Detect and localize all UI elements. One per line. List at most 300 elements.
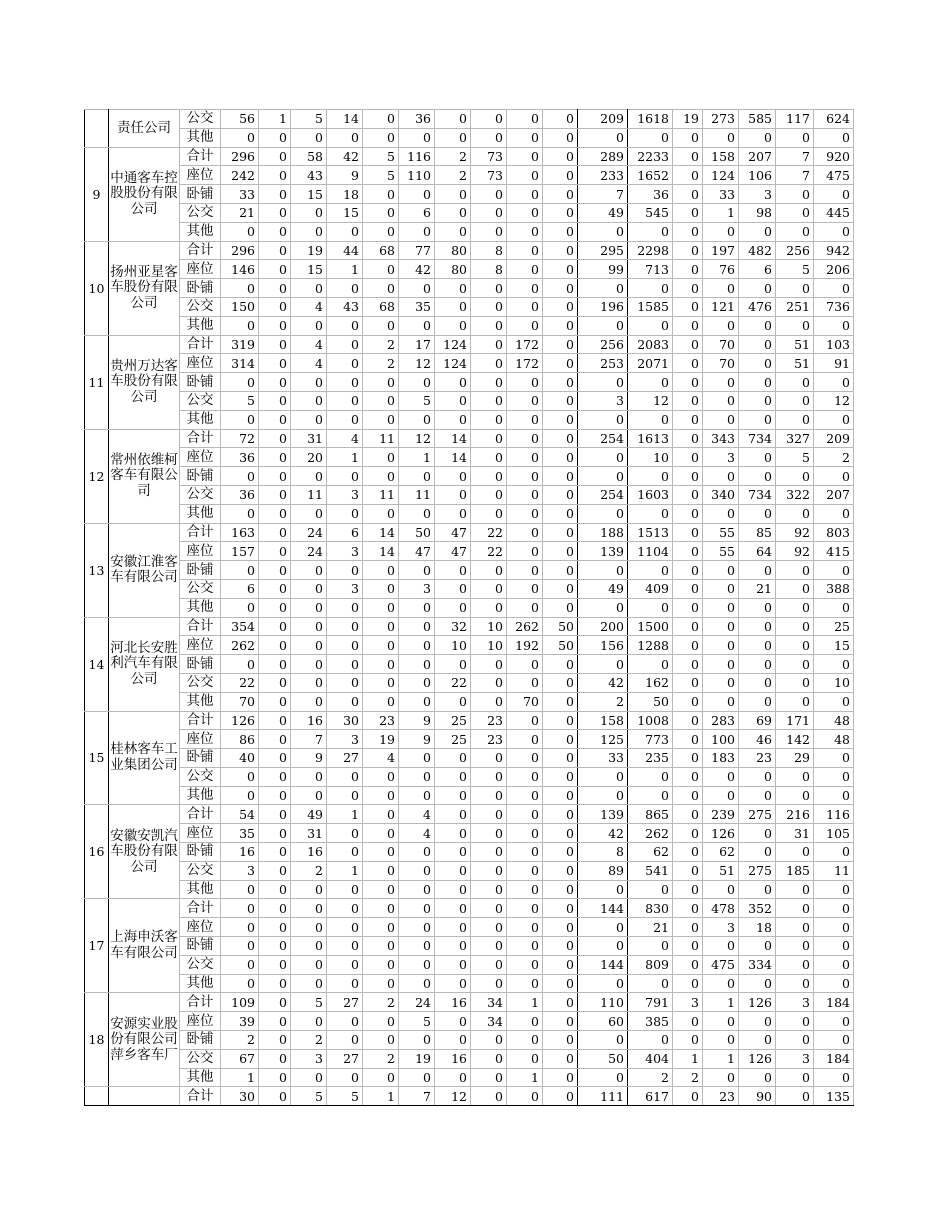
- table-row: [85, 1031, 854, 1050]
- value-cell: 0: [471, 767, 507, 786]
- value-cell: 206: [814, 260, 854, 279]
- value-cell: 25: [435, 711, 471, 730]
- value-cell: 23: [471, 730, 507, 749]
- value-cell: 0: [543, 166, 578, 185]
- value-cell: 172: [507, 354, 543, 373]
- value-cell: 34: [471, 993, 507, 1012]
- value-cell: 209: [578, 110, 628, 129]
- value-cell: 0: [739, 937, 776, 956]
- value-cell: 5: [776, 448, 814, 467]
- value-cell: 39: [221, 1012, 259, 1031]
- value-cell: 0: [507, 955, 543, 974]
- table-row: [85, 711, 854, 730]
- value-cell: 0: [628, 598, 673, 617]
- value-cell: 5: [221, 391, 259, 410]
- value-cell: 1: [703, 993, 739, 1012]
- value-cell: 0: [673, 636, 703, 655]
- value-cell: 256: [776, 241, 814, 260]
- value-cell: 0: [703, 128, 739, 147]
- value-cell: 254: [578, 485, 628, 504]
- table-row: [85, 673, 854, 692]
- value-cell: 404: [628, 1049, 673, 1068]
- value-cell: 4: [399, 805, 435, 824]
- value-cell: 2: [221, 1031, 259, 1050]
- value-cell: 0: [221, 467, 259, 486]
- value-cell: 10: [471, 617, 507, 636]
- value-cell: 0: [673, 297, 703, 316]
- value-cell: 0: [814, 692, 854, 711]
- value-cell: 0: [507, 542, 543, 561]
- value-cell: 0: [399, 786, 435, 805]
- value-cell: 0: [543, 410, 578, 429]
- value-cell: 0: [259, 1012, 291, 1031]
- table-row: [85, 937, 854, 956]
- value-cell: 0: [673, 955, 703, 974]
- value-cell: 2: [673, 1068, 703, 1087]
- value-cell: 3: [221, 861, 259, 880]
- row-index: 17: [85, 899, 109, 993]
- value-cell: 116: [814, 805, 854, 824]
- category-label: 座位: [180, 542, 221, 561]
- value-cell: 0: [628, 279, 673, 298]
- value-cell: 0: [628, 316, 673, 335]
- value-cell: 283: [703, 711, 739, 730]
- value-cell: 14: [363, 523, 399, 542]
- value-cell: 0: [507, 316, 543, 335]
- value-cell: 0: [471, 561, 507, 580]
- category-label: 其他: [180, 786, 221, 805]
- value-cell: 1104: [628, 542, 673, 561]
- value-cell: 14: [327, 110, 363, 129]
- value-cell: 18: [327, 185, 363, 204]
- value-cell: 0: [543, 542, 578, 561]
- value-cell: 0: [291, 880, 327, 899]
- value-cell: 109: [221, 993, 259, 1012]
- value-cell: 12: [435, 1087, 471, 1106]
- value-cell: 0: [703, 504, 739, 523]
- value-cell: 19: [291, 241, 327, 260]
- value-cell: 0: [435, 579, 471, 598]
- value-cell: 197: [703, 241, 739, 260]
- value-cell: 7: [291, 730, 327, 749]
- value-cell: 117: [776, 110, 814, 129]
- value-cell: 33: [703, 185, 739, 204]
- value-cell: 162: [628, 673, 673, 692]
- value-cell: 49: [578, 203, 628, 222]
- company-name: 上海申沃客车有限公司: [109, 899, 180, 993]
- value-cell: 48: [814, 711, 854, 730]
- value-cell: 354: [221, 617, 259, 636]
- value-cell: 0: [259, 579, 291, 598]
- value-cell: 0: [578, 1068, 628, 1087]
- value-cell: 0: [739, 786, 776, 805]
- value-cell: 0: [291, 974, 327, 993]
- value-cell: 24: [291, 523, 327, 542]
- value-cell: 32: [435, 617, 471, 636]
- value-cell: 0: [471, 955, 507, 974]
- value-cell: 36: [628, 185, 673, 204]
- value-cell: 0: [739, 448, 776, 467]
- value-cell: 0: [363, 391, 399, 410]
- value-cell: 0: [435, 373, 471, 392]
- value-cell: 0: [739, 655, 776, 674]
- vehicle-statistics-table: [84, 109, 854, 1106]
- value-cell: 0: [739, 467, 776, 486]
- value-cell: 3: [327, 730, 363, 749]
- value-cell: 0: [221, 899, 259, 918]
- value-cell: 0: [507, 880, 543, 899]
- value-cell: 0: [776, 203, 814, 222]
- category-label: 卧铺: [180, 185, 221, 204]
- category-label: 卧铺: [180, 561, 221, 580]
- value-cell: 0: [703, 673, 739, 692]
- value-cell: 0: [259, 1087, 291, 1106]
- value-cell: 0: [543, 805, 578, 824]
- value-cell: 0: [814, 749, 854, 768]
- value-cell: 35: [399, 297, 435, 316]
- value-cell: 0: [363, 899, 399, 918]
- value-cell: 0: [471, 786, 507, 805]
- value-cell: 0: [221, 128, 259, 147]
- value-cell: 0: [578, 598, 628, 617]
- value-cell: 5: [327, 1087, 363, 1106]
- category-label: 公交: [180, 767, 221, 786]
- value-cell: 0: [471, 279, 507, 298]
- value-cell: 0: [703, 636, 739, 655]
- table-row: [85, 110, 854, 129]
- value-cell: 0: [435, 1012, 471, 1031]
- value-cell: 0: [291, 598, 327, 617]
- value-cell: 0: [435, 485, 471, 504]
- value-cell: 0: [628, 561, 673, 580]
- value-cell: 16: [291, 843, 327, 862]
- value-cell: 6: [327, 523, 363, 542]
- value-cell: 0: [703, 222, 739, 241]
- company-name: 贵州万达客车股份有限公司: [109, 335, 180, 429]
- value-cell: 0: [399, 222, 435, 241]
- value-cell: 0: [673, 373, 703, 392]
- value-cell: 36: [399, 110, 435, 129]
- value-cell: 0: [435, 918, 471, 937]
- value-cell: 0: [327, 354, 363, 373]
- table-row: [85, 561, 854, 580]
- value-cell: 0: [703, 1012, 739, 1031]
- value-cell: 0: [776, 880, 814, 899]
- company-name: 安源实业股份有限公司萍乡客车厂: [109, 993, 180, 1087]
- value-cell: 92: [776, 542, 814, 561]
- value-cell: 8: [578, 843, 628, 862]
- value-cell: 60: [578, 1012, 628, 1031]
- category-label: 座位: [180, 354, 221, 373]
- value-cell: 0: [507, 448, 543, 467]
- value-cell: 0: [291, 899, 327, 918]
- value-cell: 340: [703, 485, 739, 504]
- value-cell: 275: [739, 805, 776, 824]
- category-label: 公交: [180, 297, 221, 316]
- value-cell: 0: [673, 166, 703, 185]
- value-cell: 0: [543, 316, 578, 335]
- value-cell: 253: [578, 354, 628, 373]
- value-cell: 0: [291, 410, 327, 429]
- value-cell: 0: [291, 203, 327, 222]
- value-cell: 0: [327, 1068, 363, 1087]
- value-cell: 5: [363, 147, 399, 166]
- table-row: [85, 410, 854, 429]
- value-cell: 0: [507, 899, 543, 918]
- value-cell: 0: [259, 805, 291, 824]
- value-cell: 44: [327, 241, 363, 260]
- value-cell: 2: [363, 1049, 399, 1068]
- value-cell: 296: [221, 241, 259, 260]
- value-cell: 0: [259, 448, 291, 467]
- value-cell: 0: [471, 655, 507, 674]
- value-cell: 0: [628, 222, 673, 241]
- value-cell: 2: [363, 993, 399, 1012]
- value-cell: 0: [259, 955, 291, 974]
- value-cell: 0: [578, 467, 628, 486]
- value-cell: 0: [814, 316, 854, 335]
- value-cell: 111: [578, 1087, 628, 1106]
- value-cell: 0: [435, 899, 471, 918]
- value-cell: 0: [578, 410, 628, 429]
- value-cell: 20: [291, 448, 327, 467]
- value-cell: 0: [259, 993, 291, 1012]
- value-cell: 0: [543, 767, 578, 786]
- value-cell: 319: [221, 335, 259, 354]
- category-label: 卧铺: [180, 749, 221, 768]
- table-row: [85, 993, 854, 1012]
- value-cell: 475: [814, 166, 854, 185]
- value-cell: 0: [543, 598, 578, 617]
- value-cell: 0: [673, 260, 703, 279]
- value-cell: 0: [507, 260, 543, 279]
- value-cell: 3: [776, 993, 814, 1012]
- value-cell: 0: [543, 786, 578, 805]
- value-cell: 0: [259, 786, 291, 805]
- value-cell: 0: [327, 222, 363, 241]
- value-cell: 0: [221, 786, 259, 805]
- value-cell: 55: [703, 542, 739, 561]
- value-cell: 43: [327, 297, 363, 316]
- value-cell: 0: [399, 918, 435, 937]
- value-cell: 135: [814, 1087, 854, 1106]
- category-label: 其他: [180, 128, 221, 147]
- value-cell: 0: [363, 805, 399, 824]
- value-cell: 3: [703, 918, 739, 937]
- value-cell: 0: [739, 504, 776, 523]
- value-cell: 0: [543, 974, 578, 993]
- table-row: [85, 1012, 854, 1031]
- value-cell: 0: [776, 673, 814, 692]
- value-cell: 0: [363, 937, 399, 956]
- category-label: 公交: [180, 579, 221, 598]
- value-cell: 54: [221, 805, 259, 824]
- value-cell: 1: [221, 1068, 259, 1087]
- value-cell: 0: [814, 843, 854, 862]
- value-cell: 35: [221, 824, 259, 843]
- value-cell: 0: [259, 467, 291, 486]
- value-cell: 42: [578, 673, 628, 692]
- row-index: [85, 1087, 109, 1106]
- value-cell: 0: [399, 861, 435, 880]
- value-cell: 0: [673, 598, 703, 617]
- value-cell: 1: [327, 805, 363, 824]
- value-cell: 0: [776, 617, 814, 636]
- value-cell: 0: [507, 373, 543, 392]
- value-cell: 0: [507, 843, 543, 862]
- row-index: [85, 110, 109, 148]
- value-cell: 830: [628, 899, 673, 918]
- value-cell: 0: [814, 467, 854, 486]
- value-cell: 0: [399, 692, 435, 711]
- category-label: 座位: [180, 824, 221, 843]
- value-cell: 0: [703, 786, 739, 805]
- value-cell: 0: [507, 1049, 543, 1068]
- value-cell: 0: [471, 861, 507, 880]
- value-cell: 0: [776, 636, 814, 655]
- value-cell: 0: [543, 673, 578, 692]
- value-cell: 73: [471, 147, 507, 166]
- value-cell: 15: [814, 636, 854, 655]
- value-cell: 0: [363, 673, 399, 692]
- value-cell: 0: [578, 974, 628, 993]
- value-cell: 482: [739, 241, 776, 260]
- value-cell: 4: [327, 429, 363, 448]
- value-cell: 40: [221, 749, 259, 768]
- value-cell: 15: [327, 203, 363, 222]
- value-cell: 70: [703, 354, 739, 373]
- value-cell: 139: [578, 542, 628, 561]
- value-cell: 0: [327, 767, 363, 786]
- value-cell: 0: [673, 241, 703, 260]
- value-cell: 30: [327, 711, 363, 730]
- value-cell: 31: [291, 429, 327, 448]
- table-row: [85, 692, 854, 711]
- value-cell: 0: [776, 185, 814, 204]
- value-cell: 7: [578, 185, 628, 204]
- value-cell: 0: [507, 655, 543, 674]
- value-cell: 0: [471, 467, 507, 486]
- value-cell: 791: [628, 993, 673, 1012]
- value-cell: 5: [399, 1012, 435, 1031]
- value-cell: 12: [814, 391, 854, 410]
- value-cell: 0: [399, 880, 435, 899]
- value-cell: 5: [399, 391, 435, 410]
- value-cell: 0: [507, 467, 543, 486]
- value-cell: 3: [578, 391, 628, 410]
- category-label: 合计: [180, 617, 221, 636]
- value-cell: 0: [739, 222, 776, 241]
- value-cell: 0: [776, 937, 814, 956]
- value-cell: 192: [507, 636, 543, 655]
- value-cell: 1652: [628, 166, 673, 185]
- value-cell: 0: [628, 937, 673, 956]
- value-cell: 0: [435, 655, 471, 674]
- value-cell: 0: [435, 316, 471, 335]
- value-cell: 1618: [628, 110, 673, 129]
- value-cell: 0: [776, 899, 814, 918]
- value-cell: 2: [291, 861, 327, 880]
- value-cell: 0: [507, 579, 543, 598]
- value-cell: 0: [221, 561, 259, 580]
- value-cell: 0: [221, 767, 259, 786]
- value-cell: 47: [435, 523, 471, 542]
- value-cell: 0: [221, 504, 259, 523]
- row-index: 16: [85, 805, 109, 899]
- company-name: 安徽安凯汽车股份有限公司: [109, 805, 180, 899]
- value-cell: 0: [578, 880, 628, 899]
- value-cell: 920: [814, 147, 854, 166]
- value-cell: 0: [259, 880, 291, 899]
- value-cell: 617: [628, 1087, 673, 1106]
- value-cell: 56: [221, 110, 259, 129]
- value-cell: 0: [221, 598, 259, 617]
- value-cell: 0: [543, 429, 578, 448]
- value-cell: 47: [399, 542, 435, 561]
- value-cell: 21: [628, 918, 673, 937]
- value-cell: 262: [628, 824, 673, 843]
- value-cell: 0: [776, 1068, 814, 1087]
- value-cell: 0: [814, 410, 854, 429]
- value-cell: 0: [259, 391, 291, 410]
- value-cell: 5: [776, 260, 814, 279]
- value-cell: 0: [543, 335, 578, 354]
- value-cell: 1: [363, 1087, 399, 1106]
- value-cell: 0: [507, 410, 543, 429]
- value-cell: 0: [673, 203, 703, 222]
- value-cell: 2: [435, 166, 471, 185]
- value-cell: 0: [739, 767, 776, 786]
- value-cell: 0: [291, 636, 327, 655]
- value-cell: 0: [291, 128, 327, 147]
- value-cell: 0: [363, 1012, 399, 1031]
- value-cell: 33: [578, 749, 628, 768]
- value-cell: 7: [776, 166, 814, 185]
- value-cell: 196: [578, 297, 628, 316]
- table-row: [85, 767, 854, 786]
- table-body: [85, 110, 854, 1106]
- value-cell: 0: [578, 1031, 628, 1050]
- value-cell: 0: [673, 730, 703, 749]
- value-cell: 0: [628, 504, 673, 523]
- value-cell: 9: [291, 749, 327, 768]
- row-index: 13: [85, 523, 109, 617]
- value-cell: 0: [435, 391, 471, 410]
- value-cell: 19: [363, 730, 399, 749]
- value-cell: 1513: [628, 523, 673, 542]
- value-cell: 2: [814, 448, 854, 467]
- value-cell: 0: [776, 128, 814, 147]
- value-cell: 0: [628, 373, 673, 392]
- table-row: [85, 617, 854, 636]
- category-label: 卧铺: [180, 1031, 221, 1050]
- value-cell: 0: [399, 128, 435, 147]
- value-cell: 0: [259, 429, 291, 448]
- value-cell: 2: [363, 335, 399, 354]
- value-cell: 0: [327, 673, 363, 692]
- value-cell: 0: [327, 1012, 363, 1031]
- value-cell: 0: [776, 504, 814, 523]
- category-label: 座位: [180, 918, 221, 937]
- value-cell: 7: [776, 147, 814, 166]
- value-cell: 51: [776, 335, 814, 354]
- value-cell: 7: [399, 1087, 435, 1106]
- value-cell: 0: [291, 1012, 327, 1031]
- value-cell: 0: [471, 485, 507, 504]
- value-cell: 23: [703, 1087, 739, 1106]
- value-cell: 23: [471, 711, 507, 730]
- value-cell: 0: [291, 655, 327, 674]
